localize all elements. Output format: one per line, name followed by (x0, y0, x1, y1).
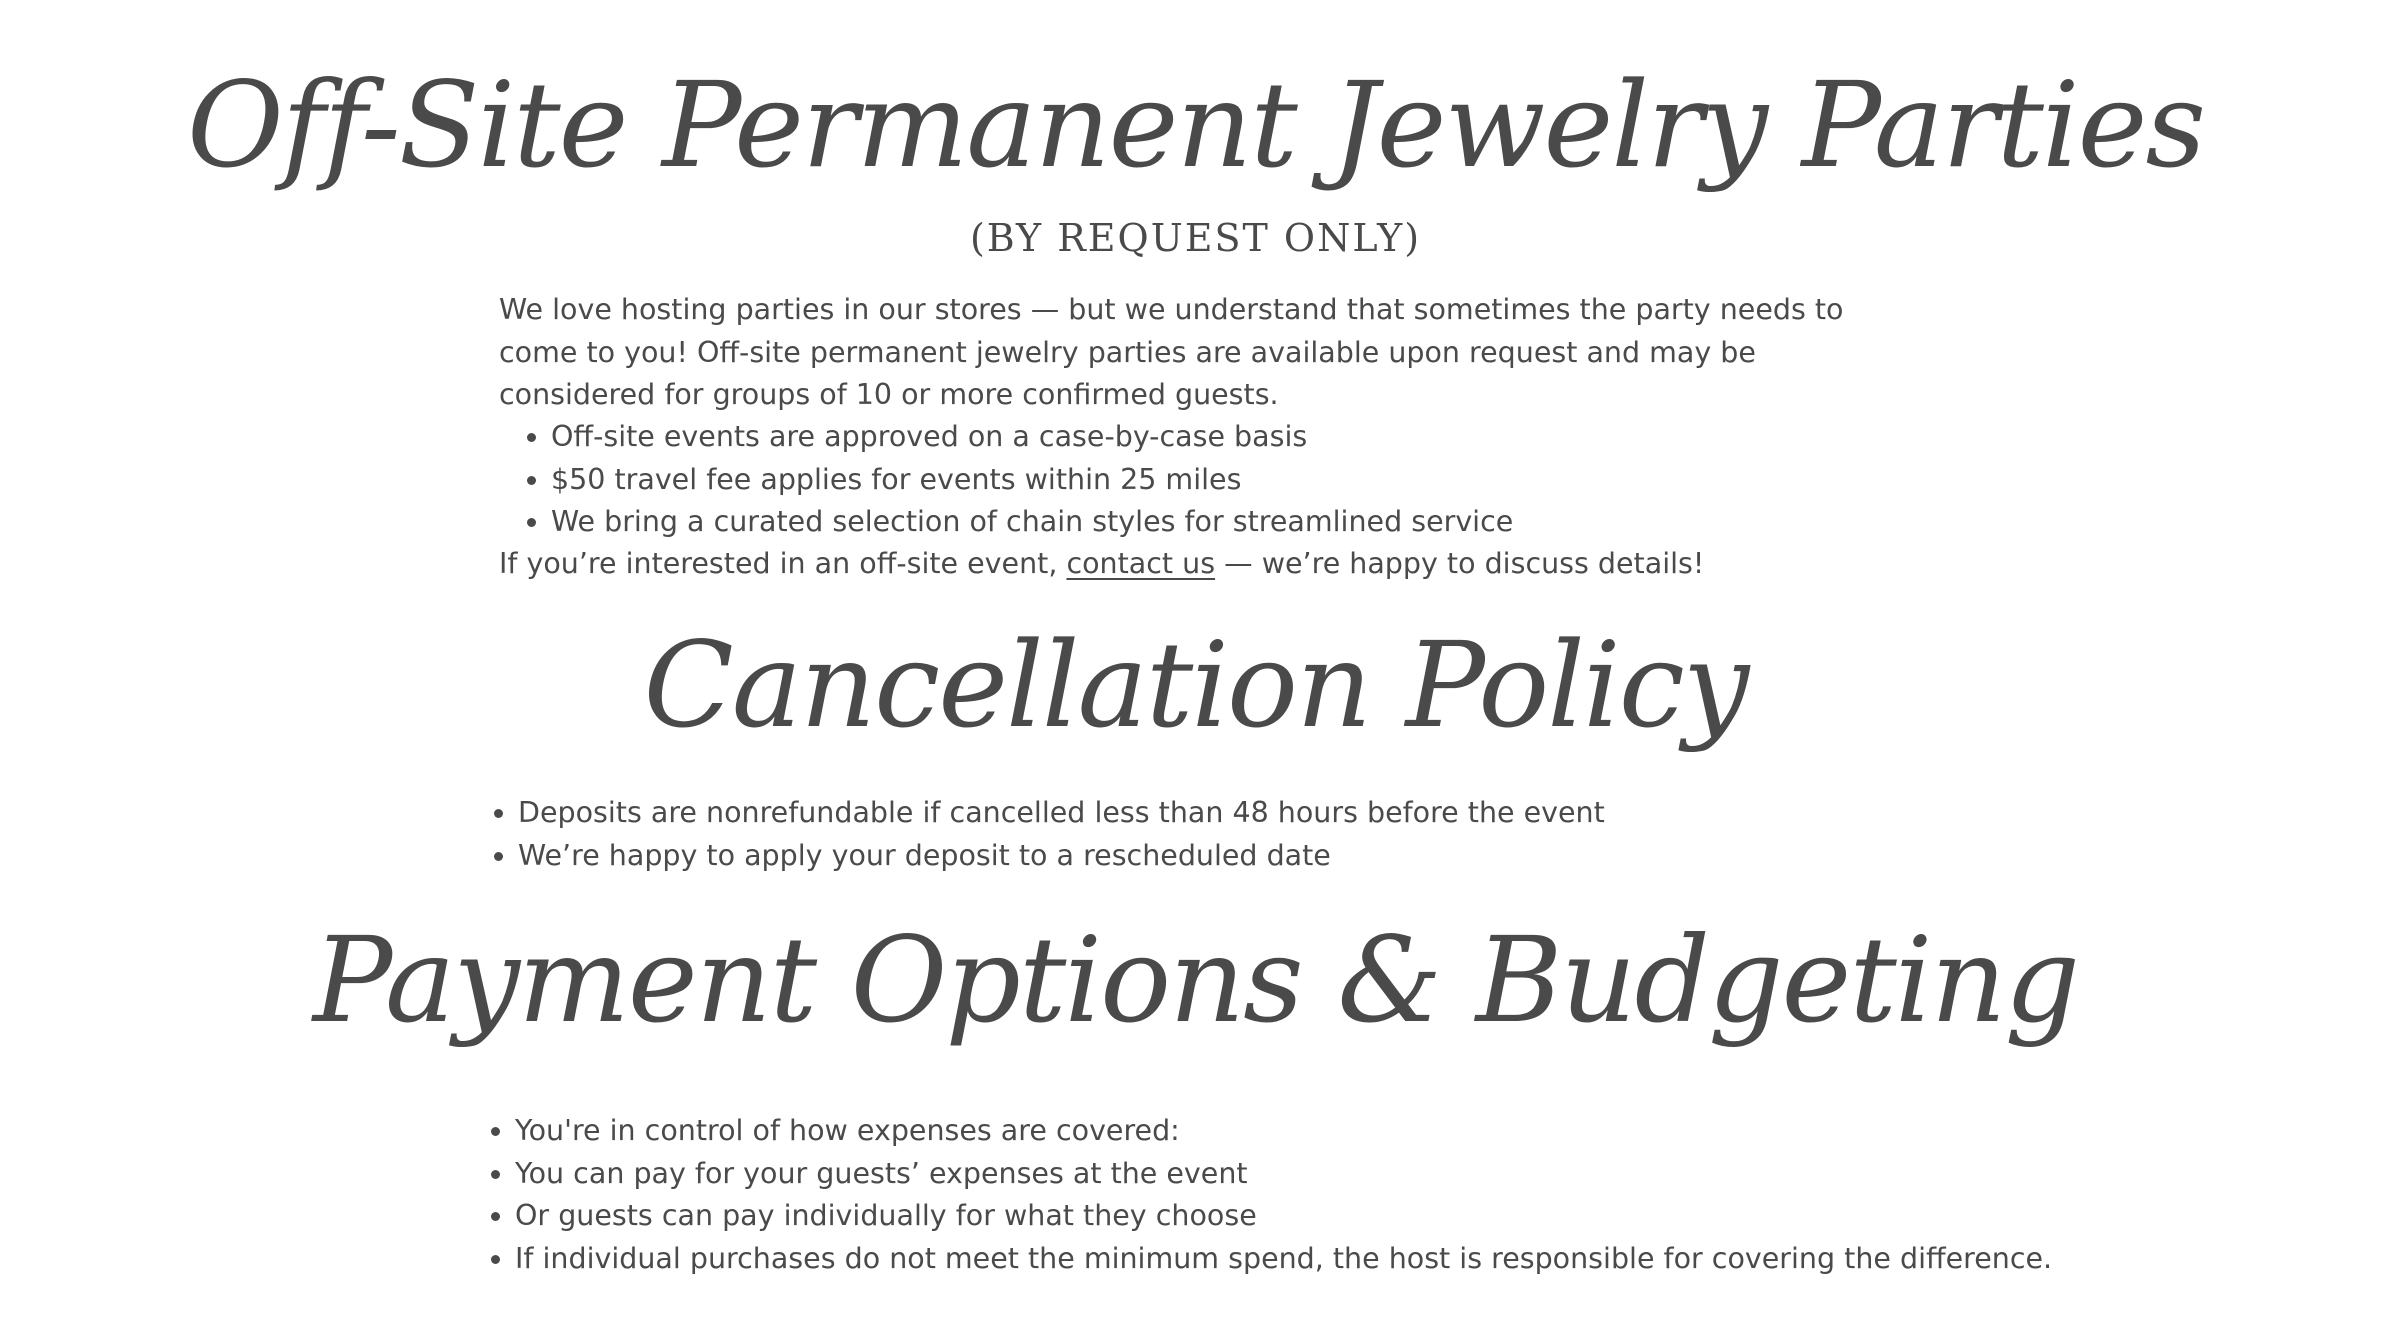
offsite-parties-heading: Off-Site Permanent Jewelry Parties (186, 56, 2205, 194)
offsite-bullet-list (551, 416, 1513, 544)
closing-text-after: — we’re happy to discuss details! (1215, 547, 1705, 580)
list-item: $50 travel fee applies for events within 25 miles (551, 459, 1513, 502)
contact-us-link[interactable]: contact us (1066, 547, 1216, 580)
payment-bullet-list (515, 1110, 2052, 1280)
offsite-closing-line (499, 543, 1704, 586)
list-item: We bring a curated selection of chain styles for streamlined service (551, 501, 1513, 544)
list-item: We’re happy to apply your deposit to a rescheduled date (518, 835, 1605, 878)
payment-options-heading: Payment Options & Budgeting (312, 911, 2079, 1049)
list-item: If individual purchases do not meet the minimum spend, the host is responsible for covering the difference. (515, 1238, 2052, 1281)
closing-text-before: If you’re interested in an off-site event, (499, 547, 1067, 580)
list-item: Or guests can pay individually for what they choose (515, 1195, 2052, 1238)
by-request-subtitle: (BY REQUEST ONLY) (969, 216, 1422, 260)
list-item: You're in control of how expenses are covered: (515, 1110, 2052, 1153)
list-item: You can pay for your guests’ expenses at the event (515, 1153, 2052, 1196)
list-item: Deposits are nonrefundable if cancelled less than 48 hours before the event (518, 792, 1605, 835)
list-item: Off-site events are approved on a case-by-case basis (551, 416, 1513, 459)
cancellation-policy-heading: Cancellation Policy (643, 616, 1748, 754)
cancellation-bullet-list (518, 792, 1605, 877)
offsite-intro-paragraph: We love hosting parties in our stores — but we understand that sometimes the party needs to come to you! Off-site permanent jewelry parties are available upon request and may be considered for groups of 10 or more confirmed guests. (499, 293, 1844, 411)
